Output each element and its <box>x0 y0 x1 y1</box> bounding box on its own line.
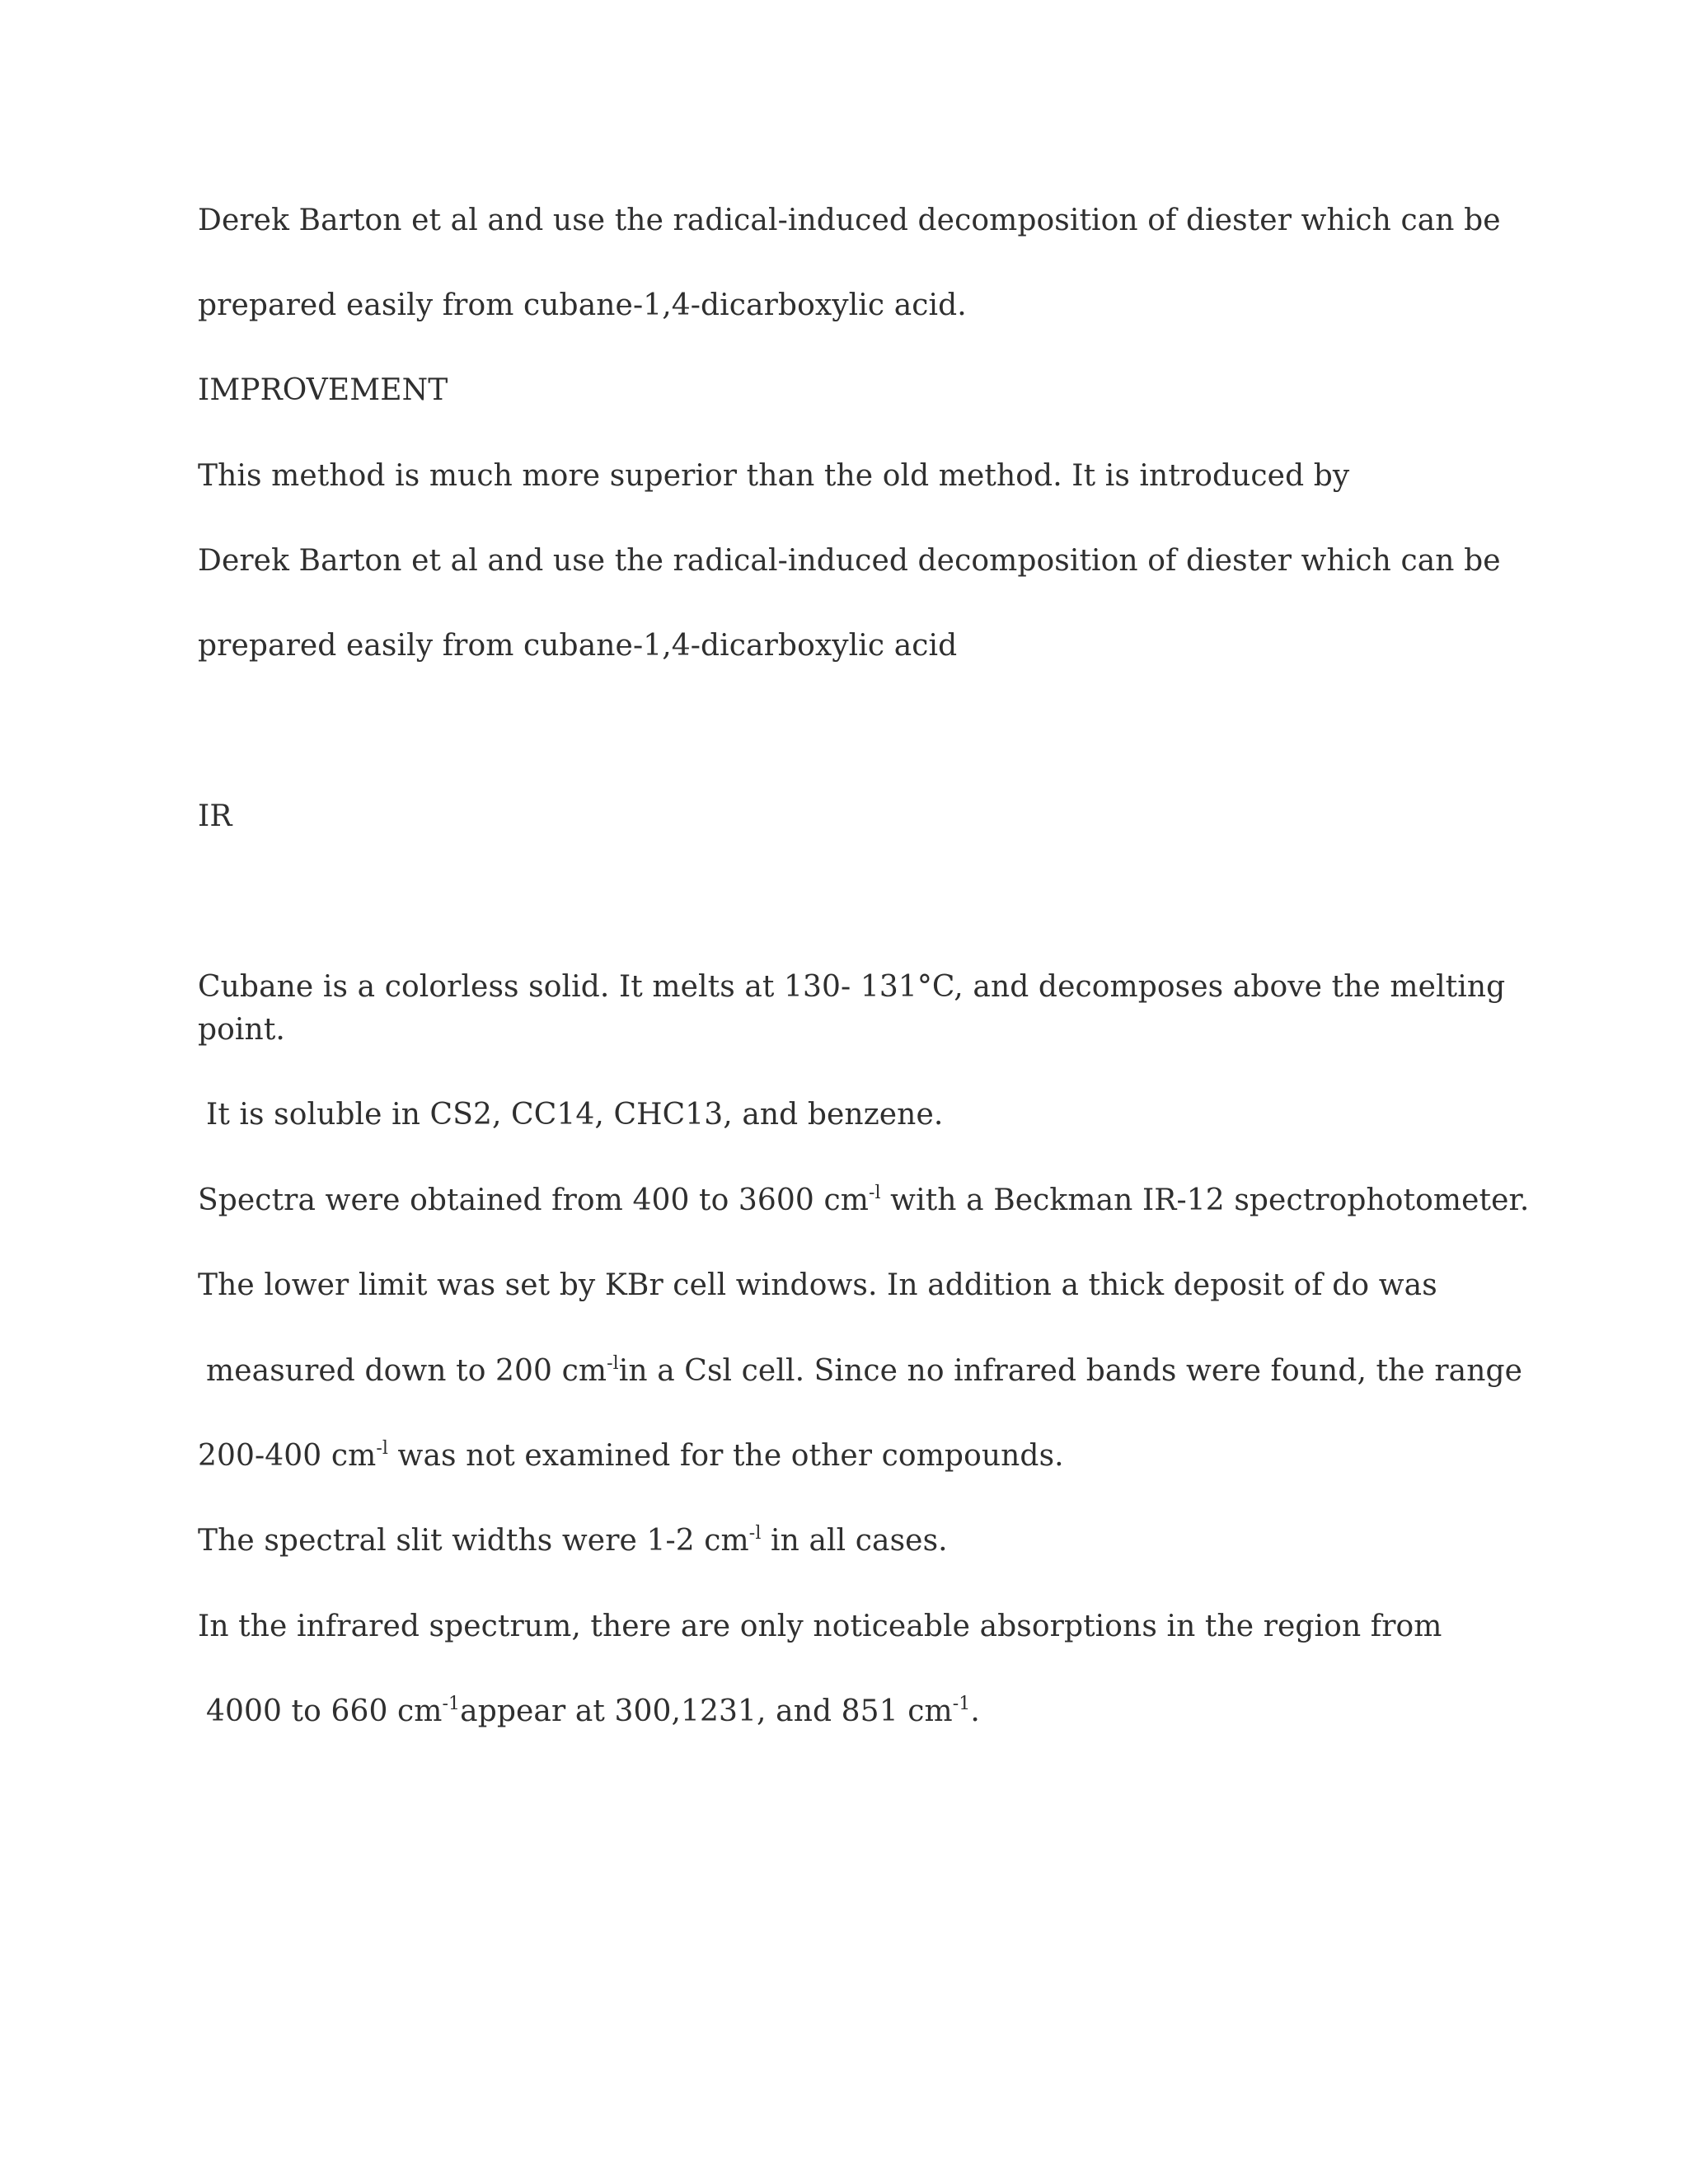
text-run: was not examined for the other compounds. <box>388 1439 1064 1473</box>
paragraph-line: In the infrared spectrum, there are only noticeable absorptions in the region from <box>198 1610 1442 1643</box>
paragraph-line <box>206 1352 1522 1391</box>
text-run: 4000 to 660 cm <box>206 1694 443 1728</box>
text-run: The spectral slit widths were 1-2 cm <box>198 1524 749 1558</box>
text-run: . <box>970 1694 980 1728</box>
superscript: -1 <box>952 1694 971 1714</box>
paragraph-line: prepared easily from cubane-1,4-dicarboxylic acid. <box>198 288 967 322</box>
superscript: -1 <box>442 1694 461 1714</box>
paragraph-line <box>198 1181 1529 1221</box>
text-run: in all cases. <box>761 1524 948 1558</box>
superscript: -l <box>868 1183 881 1203</box>
paragraph-line: Derek Barton et al and use the radical-induced decomposition of diester which can be <box>198 204 1501 237</box>
text-run: appear at 300,1231, and 851 cm <box>460 1694 953 1728</box>
superscript: -l <box>748 1523 762 1544</box>
text-run: measured down to 200 cm <box>206 1354 607 1388</box>
text-run: Spectra were obtained from 400 to 3600 cm <box>198 1183 869 1217</box>
paragraph-line: Cubane is a colorless solid. It melts at 130- 131°C, and decomposes above the melting <box>198 970 1506 1004</box>
paragraph-line: Derek Barton et al and use the radical-induced decomposition of diester which can be <box>198 544 1501 578</box>
superscript: -l <box>607 1353 619 1374</box>
text-run: 200-400 cm <box>198 1439 377 1473</box>
paragraph-line: It is soluble in CS2, CC14, CHC13, and benzene. <box>206 1098 944 1132</box>
paragraph-line: This method is much more superior than the old method. It is introduced by <box>198 459 1350 493</box>
paragraph-line <box>198 1436 1064 1476</box>
section-heading-improvement: IMPROVEMENT <box>198 373 448 407</box>
paragraph-line: The lower limit was set by KBr cell windows. In addition a thick deposit of do was <box>198 1268 1437 1302</box>
text-run: with a Beckman IR-12 spectrophotometer. <box>880 1183 1530 1217</box>
paragraph-line <box>198 1521 948 1561</box>
text-run: in a Csl cell. Since no infrared bands were found, the range <box>618 1354 1523 1388</box>
paragraph-line: point. <box>198 1013 285 1047</box>
paragraph-line <box>206 1692 980 1732</box>
superscript: -l <box>376 1438 389 1459</box>
section-heading-ir: IR <box>198 799 232 833</box>
paragraph-line: prepared easily from cubane-1,4-dicarboxylic acid <box>198 629 958 663</box>
